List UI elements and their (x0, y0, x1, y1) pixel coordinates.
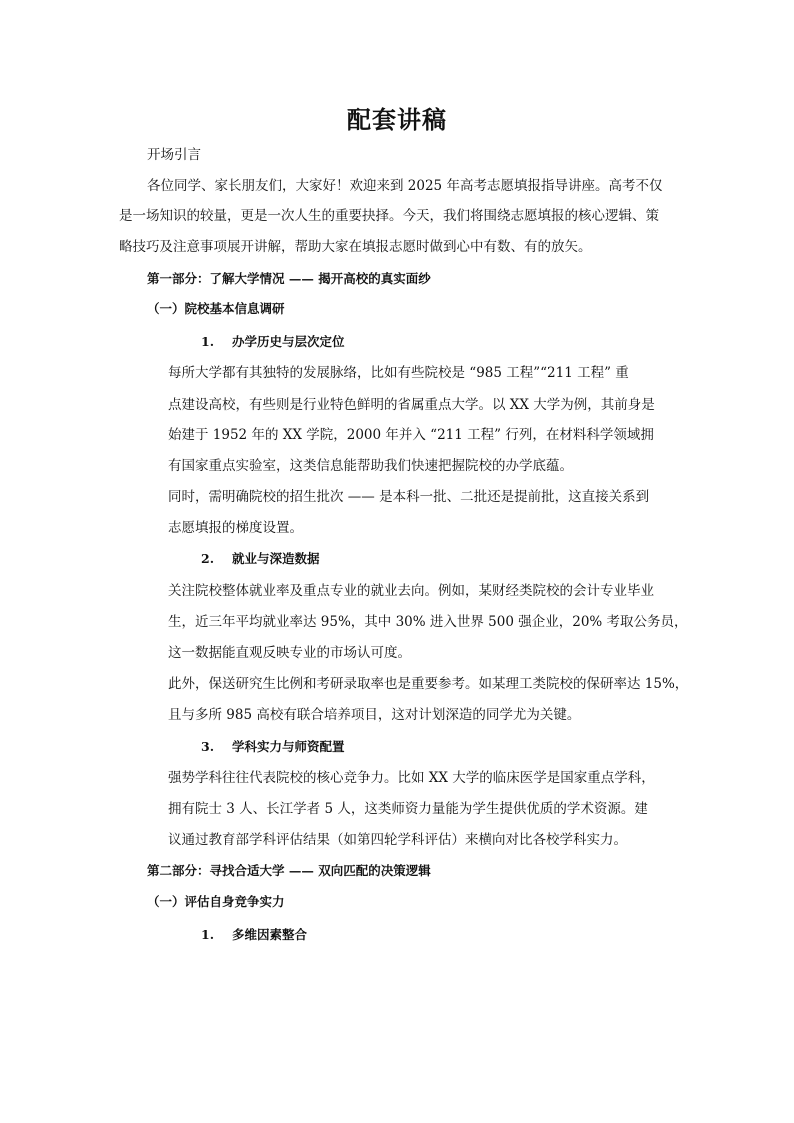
part1-sub1-heading: （一）院校基本信息调研 (147, 301, 285, 316)
part2-heading: 第二部分：寻找合适大学 —— 双向匹配的决策逻辑 (147, 863, 431, 878)
item3-line-1: 强势学科往往代表院校的核心竞争力。比如 XX 大学的临床医学是国家重点学科， (168, 770, 655, 786)
item1-line-3: 始建于 1952 年的 XX 学院，2000 年并入 “211 工程” 行列，在材料科学领域拥 (168, 427, 654, 443)
item2-line-2: 生，近三年平均就业率达 95%，其中 30% 进入世界 500 强企业，20% 考取公务员， (168, 614, 688, 630)
item2-title: 就业与深造数据 (232, 551, 320, 566)
intro-line-2: 是一场知识的较量，更是一次人生的重要抉择。今天，我们将围绕志愿填报的核心逻辑、策 (119, 208, 659, 224)
intro-heading: 开场引言 (147, 147, 201, 163)
item2-number: 2. (201, 551, 215, 566)
item2-line-1: 关注院校整体就业率及重点专业的就业去向。例如，某财经类院校的会计专业毕业 (168, 583, 654, 599)
document-title: 配套讲稿 (347, 106, 447, 134)
item1-line-1: 每所大学都有其独特的发展脉络，比如有些院校是 “985 工程”“211 工程” 重 (168, 365, 629, 381)
item1-line-4: 有国家重点实验室，这类信息能帮助我们快速把握院校的办学底蕴。 (168, 458, 573, 474)
part2-item1-number: 1. (201, 927, 215, 942)
part2-item1-title: 多维因素整合 (232, 927, 308, 942)
item1-number: 1. (201, 334, 215, 349)
item2-line-4: 此外，保送研究生比例和考研录取率也是重要参考。如某理工类院校的保研率达 15%， (168, 676, 689, 692)
item2-line-3: 这一数据能直观反映专业的市场认可度。 (168, 645, 411, 661)
intro-line-3: 略技巧及注意事项展开讲解，帮助大家在填报志愿时做到心中有数、有的放矢。 (119, 239, 592, 255)
part1-heading: 第一部分：了解大学情况 —— 揭开高校的真实面纱 (147, 271, 431, 286)
part2-sub1-heading: （一）评估自身竞争实力 (147, 894, 285, 909)
item1-title: 办学历史与层次定位 (232, 334, 345, 349)
item3-line-3: 议通过教育部学科评估结果（如第四轮学科评估）来横向对比各校学科实力。 (168, 832, 627, 848)
item2-line-5: 且与多所 985 高校有联合培养项目，这对计划深造的同学尤为关键。 (168, 707, 581, 723)
item3-number: 3. (201, 739, 215, 754)
item3-title: 学科实力与师资配置 (232, 739, 345, 754)
item3-line-2: 拥有院士 3 人、长江学者 5 人，这类师资力量能为学生提供优质的学术资源。建 (168, 801, 648, 817)
intro-line-1: 各位同学、家长朋友们，大家好！欢迎来到 2025 年高考志愿填报指导讲座。高考不仅 (147, 178, 663, 194)
item1-line-5: 同时，需明确院校的招生批次 —— 是本科一批、二批还是提前批，这直接关系到 (168, 489, 650, 505)
item1-line-6: 志愿填报的梯度设置。 (168, 520, 303, 536)
item1-line-2: 点建设高校，有些则是行业特色鲜明的省属重点大学。以 XX 大学为例，其前身是 (168, 397, 655, 413)
